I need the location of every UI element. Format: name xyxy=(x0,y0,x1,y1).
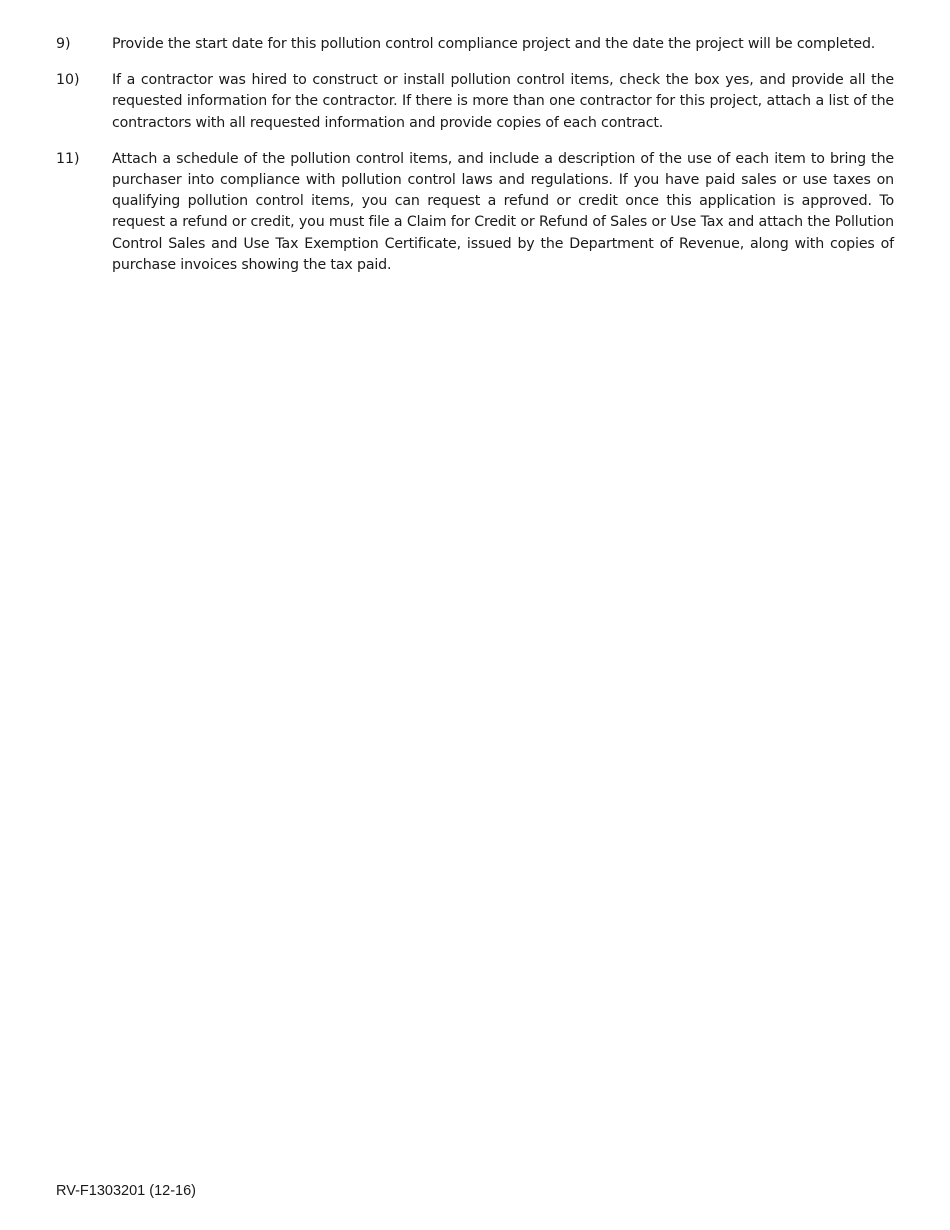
instruction-text: Provide the start date for this pollution control compliance project and the date the project will be completed. xyxy=(112,36,876,52)
form-code: RV-F1303201 (12-16) xyxy=(56,1183,196,1199)
instruction-item-11 xyxy=(56,149,894,276)
instruction-text: If a contractor was hired to construct or install pollution control items, check the box yes, and provide all the requested information for the contractor. If there is more than one contractor for this project, attach a list of the contractors with all requested information and provide copies of each contract. xyxy=(112,72,894,131)
instruction-number: 10) xyxy=(56,72,80,89)
instructions-list xyxy=(56,34,894,291)
instruction-item-9 xyxy=(56,34,894,55)
instruction-text: Attach a schedule of the pollution control items, and include a description of the use of each item to bring the purchaser into compliance with pollution control laws and regulations. If you have paid sales or use taxes on qualifying pollution control items, you can request a refund or credit once this application is approved. To request a refund or credit, you must file a Claim for Credit or Refund of Sales or Use Tax and attach the Pollution Control Sales and Use Tax Exemption Certificate, issued by the Department of Revenue, along with copies of purchase invoices showing the tax paid. xyxy=(112,150,894,273)
instruction-item-10 xyxy=(56,70,894,134)
instruction-number: 9) xyxy=(56,36,71,52)
instruction-number: 11) xyxy=(56,150,80,167)
